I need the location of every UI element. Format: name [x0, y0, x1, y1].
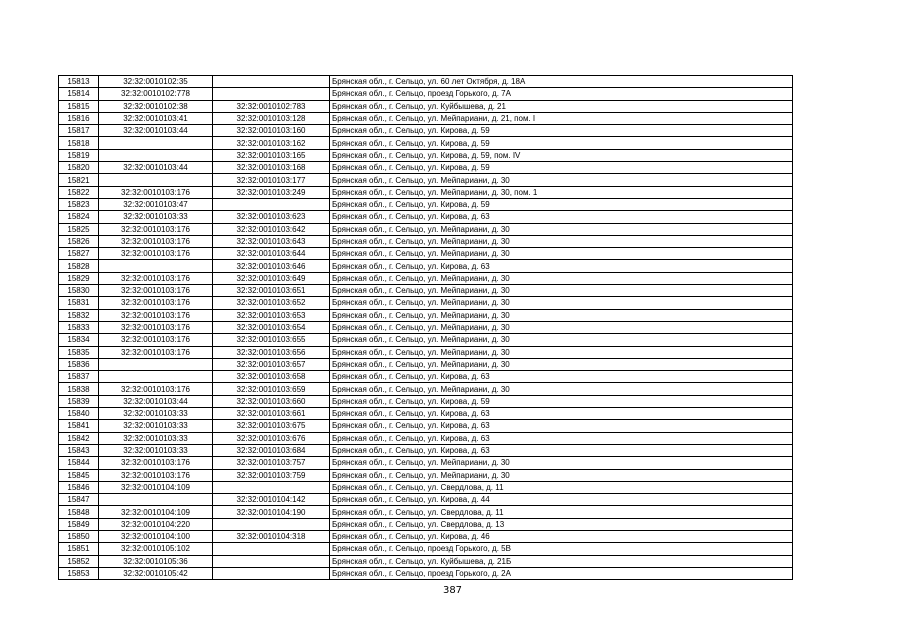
cadastral-number-cell [99, 371, 213, 383]
object-cadastral-number-cell [213, 555, 330, 567]
address-cell: Брянская обл., г. Сельцо, ул. Кирова, д. 59 [330, 125, 793, 137]
table-row [59, 420, 793, 432]
row-number-cell: 15817 [59, 125, 99, 137]
registry-table-body [59, 76, 793, 580]
row-number-cell: 15844 [59, 457, 99, 469]
address-cell: Брянская обл., г. Сельцо, проезд Горького, д. 2А [330, 567, 793, 579]
cadastral-number-cell: 32:32:0010104:109 [99, 506, 213, 518]
address-cell: Брянская обл., г. Сельцо, ул. Свердлова, д. 11 [330, 506, 793, 518]
table-row [59, 530, 793, 542]
table-row [59, 211, 793, 223]
row-number-cell: 15825 [59, 223, 99, 235]
row-number-cell: 15819 [59, 149, 99, 161]
cadastral-number-cell: 32:32:0010103:33 [99, 211, 213, 223]
cadastral-number-cell: 32:32:0010103:176 [99, 235, 213, 247]
address-cell: Брянская обл., г. Сельцо, ул. Кирова, д. 46 [330, 530, 793, 542]
row-number-cell: 15836 [59, 358, 99, 370]
object-cadastral-number-cell: 32:32:0010103:646 [213, 260, 330, 272]
address-cell: Брянская обл., г. Сельцо, ул. Кирова, д. 63 [330, 408, 793, 420]
object-cadastral-number-cell [213, 88, 330, 100]
cadastral-number-cell: 32:32:0010103:47 [99, 198, 213, 210]
address-cell: Брянская обл., г. Сельцо, ул. Мейпариани, д. 30 [330, 321, 793, 333]
row-number-cell: 15815 [59, 100, 99, 112]
cadastral-number-cell: 32:32:0010103:176 [99, 248, 213, 260]
cadastral-number-cell: 32:32:0010103:33 [99, 432, 213, 444]
table-row [59, 567, 793, 579]
object-cadastral-number-cell: 32:32:0010103:676 [213, 432, 330, 444]
cadastral-number-cell [99, 494, 213, 506]
address-cell: Брянская обл., г. Сельцо, ул. Мейпариани, д. 30 [330, 334, 793, 346]
object-cadastral-number-cell: 32:32:0010103:684 [213, 444, 330, 456]
page-number: 387 [442, 585, 463, 596]
address-cell: Брянская обл., г. Сельцо, ул. Мейпариани, д. 30 [330, 346, 793, 358]
object-cadastral-number-cell: 32:32:0010103:642 [213, 223, 330, 235]
cadastral-number-cell: 32:32:0010103:176 [99, 285, 213, 297]
address-cell: Брянская обл., г. Сельцо, ул. Кирова, д. 44 [330, 494, 793, 506]
table-row [59, 174, 793, 186]
row-number-cell: 15828 [59, 260, 99, 272]
address-cell: Брянская обл., г. Сельцо, ул. Кирова, д. 63 [330, 260, 793, 272]
table-row [59, 285, 793, 297]
object-cadastral-number-cell: 32:32:0010103:165 [213, 149, 330, 161]
cadastral-number-cell: 32:32:0010103:176 [99, 272, 213, 284]
cadastral-number-cell: 32:32:0010104:220 [99, 518, 213, 530]
row-number-cell: 15818 [59, 137, 99, 149]
table-row [59, 432, 793, 444]
table-row [59, 125, 793, 137]
address-cell: Брянская обл., г. Сельцо, ул. Кирова, д. 63 [330, 420, 793, 432]
row-number-cell: 15837 [59, 371, 99, 383]
cadastral-number-cell: 32:32:0010103:41 [99, 112, 213, 124]
address-cell: Брянская обл., г. Сельцо, ул. Мейпариани, д. 30 [330, 383, 793, 395]
table-row [59, 321, 793, 333]
table-row [59, 88, 793, 100]
address-cell: Брянская обл., г. Сельцо, ул. Мейпариани, д. 30 [330, 223, 793, 235]
row-number-cell: 15840 [59, 408, 99, 420]
object-cadastral-number-cell [213, 198, 330, 210]
address-cell: Брянская обл., г. Сельцо, ул. Свердлова, д. 13 [330, 518, 793, 530]
address-cell: Брянская обл., г. Сельцо, ул. Кирова, д. 59, пом. IV [330, 149, 793, 161]
row-number-cell: 15831 [59, 297, 99, 309]
row-number-cell: 15824 [59, 211, 99, 223]
table-row [59, 543, 793, 555]
row-number-cell: 15830 [59, 285, 99, 297]
object-cadastral-number-cell [213, 481, 330, 493]
row-number-cell: 15826 [59, 235, 99, 247]
object-cadastral-number-cell: 32:32:0010103:759 [213, 469, 330, 481]
cadastral-number-cell: 32:32:0010105:42 [99, 567, 213, 579]
cadastral-number-cell: 32:32:0010103:176 [99, 297, 213, 309]
address-cell: Брянская обл., г. Сельцо, проезд Горького, д. 7А [330, 88, 793, 100]
address-cell: Брянская обл., г. Сельцо, ул. Мейпариани, д. 30, пом. 1 [330, 186, 793, 198]
object-cadastral-number-cell: 32:32:0010103:660 [213, 395, 330, 407]
address-cell: Брянская обл., г. Сельцо, ул. Мейпариани, д. 30 [330, 235, 793, 247]
object-cadastral-number-cell: 32:32:0010103:654 [213, 321, 330, 333]
object-cadastral-number-cell: 32:32:0010104:318 [213, 530, 330, 542]
table-row [59, 518, 793, 530]
row-number-cell: 15847 [59, 494, 99, 506]
address-cell: Брянская обл., г. Сельцо, ул. Кирова, д. 63 [330, 371, 793, 383]
object-cadastral-number-cell: 32:32:0010103:623 [213, 211, 330, 223]
cadastral-number-cell: 32:32:0010102:38 [99, 100, 213, 112]
address-cell: Брянская обл., г. Сельцо, ул. Куйбышева, д. 21 [330, 100, 793, 112]
table-row [59, 457, 793, 469]
table-row [59, 198, 793, 210]
table-row [59, 223, 793, 235]
table-row [59, 186, 793, 198]
table-row [59, 371, 793, 383]
table-row [59, 297, 793, 309]
cadastral-number-cell: 32:32:0010103:44 [99, 162, 213, 174]
cadastral-number-cell: 32:32:0010105:36 [99, 555, 213, 567]
row-number-cell: 15829 [59, 272, 99, 284]
address-cell: Брянская обл., г. Сельцо, ул. Кирова, д. 59 [330, 162, 793, 174]
row-number-cell: 15841 [59, 420, 99, 432]
row-number-cell: 15832 [59, 309, 99, 321]
table-row [59, 235, 793, 247]
table-row [59, 309, 793, 321]
object-cadastral-number-cell [213, 567, 330, 579]
address-cell: Брянская обл., г. Сельцо, ул. Кирова, д. 59 [330, 198, 793, 210]
address-cell: Брянская обл., г. Сельцо, ул. Мейпариани, д. 30 [330, 309, 793, 321]
object-cadastral-number-cell: 32:32:0010104:190 [213, 506, 330, 518]
row-number-cell: 15852 [59, 555, 99, 567]
object-cadastral-number-cell: 32:32:0010103:657 [213, 358, 330, 370]
cadastral-number-cell: 32:32:0010103:176 [99, 457, 213, 469]
table-row [59, 137, 793, 149]
table-row [59, 395, 793, 407]
cadastral-number-cell [99, 149, 213, 161]
address-cell: Брянская обл., г. Сельцо, ул. Мейпариани, д. 30 [330, 469, 793, 481]
row-number-cell: 15849 [59, 518, 99, 530]
table-row [59, 481, 793, 493]
row-number-cell: 15822 [59, 186, 99, 198]
row-number-cell: 15853 [59, 567, 99, 579]
address-cell: Брянская обл., г. Сельцо, проезд Горького, д. 5В [330, 543, 793, 555]
row-number-cell: 15845 [59, 469, 99, 481]
row-number-cell: 15843 [59, 444, 99, 456]
address-cell: Брянская обл., г. Сельцо, ул. Мейпариани, д. 30 [330, 358, 793, 370]
object-cadastral-number-cell: 32:32:0010103:653 [213, 309, 330, 321]
row-number-cell: 15835 [59, 346, 99, 358]
object-cadastral-number-cell [213, 76, 330, 88]
object-cadastral-number-cell: 32:32:0010103:249 [213, 186, 330, 198]
object-cadastral-number-cell: 32:32:0010103:177 [213, 174, 330, 186]
object-cadastral-number-cell: 32:32:0010103:661 [213, 408, 330, 420]
cadastral-number-cell: 32:32:0010103:44 [99, 395, 213, 407]
cadastral-number-cell: 32:32:0010103:176 [99, 321, 213, 333]
row-number-cell: 15842 [59, 432, 99, 444]
cadastral-number-cell [99, 174, 213, 186]
table-row [59, 469, 793, 481]
table-row [59, 506, 793, 518]
cadastral-number-cell: 32:32:0010103:44 [99, 125, 213, 137]
cadastral-number-cell: 32:32:0010105:102 [99, 543, 213, 555]
cadastral-number-cell [99, 358, 213, 370]
object-cadastral-number-cell: 32:32:0010103:651 [213, 285, 330, 297]
cadastral-number-cell: 32:32:0010103:33 [99, 408, 213, 420]
table-row [59, 248, 793, 260]
row-number-cell: 15850 [59, 530, 99, 542]
address-cell: Брянская обл., г. Сельцо, ул. Свердлова, д. 11 [330, 481, 793, 493]
table-row [59, 334, 793, 346]
table-row [59, 112, 793, 124]
table-row [59, 408, 793, 420]
row-number-cell: 15851 [59, 543, 99, 555]
address-cell: Брянская обл., г. Сельцо, ул. Кирова, д. 59 [330, 137, 793, 149]
cadastral-number-cell: 32:32:0010103:176 [99, 186, 213, 198]
object-cadastral-number-cell [213, 518, 330, 530]
row-number-cell: 15816 [59, 112, 99, 124]
row-number-cell: 15827 [59, 248, 99, 260]
cadastral-number-cell: 32:32:0010103:176 [99, 223, 213, 235]
row-number-cell: 15848 [59, 506, 99, 518]
cadastral-number-cell [99, 137, 213, 149]
table-row [59, 383, 793, 395]
table-row [59, 260, 793, 272]
address-cell: Брянская обл., г. Сельцо, ул. Кирова, д. 59 [330, 395, 793, 407]
address-cell: Брянская обл., г. Сельцо, ул. Мейпариани, д. 30 [330, 285, 793, 297]
row-number-cell: 15833 [59, 321, 99, 333]
cadastral-number-cell: 32:32:0010103:176 [99, 334, 213, 346]
object-cadastral-number-cell: 32:32:0010103:658 [213, 371, 330, 383]
table-row [59, 494, 793, 506]
cadastral-number-cell: 32:32:0010104:109 [99, 481, 213, 493]
object-cadastral-number-cell: 32:32:0010103:128 [213, 112, 330, 124]
cadastral-number-cell: 32:32:0010102:778 [99, 88, 213, 100]
table-row [59, 555, 793, 567]
row-number-cell: 15834 [59, 334, 99, 346]
object-cadastral-number-cell: 32:32:0010103:675 [213, 420, 330, 432]
cadastral-number-cell: 32:32:0010103:176 [99, 309, 213, 321]
object-cadastral-number-cell: 32:32:0010103:652 [213, 297, 330, 309]
registry-table [58, 75, 793, 580]
table-row [59, 272, 793, 284]
object-cadastral-number-cell: 32:32:0010103:160 [213, 125, 330, 137]
object-cadastral-number-cell [213, 543, 330, 555]
row-number-cell: 15820 [59, 162, 99, 174]
cadastral-number-cell: 32:32:0010103:176 [99, 469, 213, 481]
object-cadastral-number-cell: 32:32:0010104:142 [213, 494, 330, 506]
row-number-cell: 15823 [59, 198, 99, 210]
address-cell: Брянская обл., г. Сельцо, ул. Мейпариани, д. 30 [330, 248, 793, 260]
table-row [59, 100, 793, 112]
row-number-cell: 15838 [59, 383, 99, 395]
object-cadastral-number-cell: 32:32:0010103:168 [213, 162, 330, 174]
cadastral-number-cell: 32:32:0010103:33 [99, 420, 213, 432]
object-cadastral-number-cell: 32:32:0010103:644 [213, 248, 330, 260]
address-cell: Брянская обл., г. Сельцо, ул. Куйбышева, д. 21Б [330, 555, 793, 567]
table-row [59, 358, 793, 370]
object-cadastral-number-cell: 32:32:0010103:655 [213, 334, 330, 346]
address-cell: Брянская обл., г. Сельцо, ул. 60 лет Октября, д. 18А [330, 76, 793, 88]
row-number-cell: 15846 [59, 481, 99, 493]
address-cell: Брянская обл., г. Сельцо, ул. Мейпариани, д. 30 [330, 272, 793, 284]
object-cadastral-number-cell: 32:32:0010103:659 [213, 383, 330, 395]
row-number-cell: 15814 [59, 88, 99, 100]
address-cell: Брянская обл., г. Сельцо, ул. Кирова, д. 63 [330, 432, 793, 444]
table-row [59, 149, 793, 161]
address-cell: Брянская обл., г. Сельцо, ул. Мейпариани, д. 30 [330, 297, 793, 309]
table-row [59, 162, 793, 174]
address-cell: Брянская обл., г. Сельцо, ул. Мейпариани, д. 30 [330, 174, 793, 186]
object-cadastral-number-cell: 32:32:0010102:783 [213, 100, 330, 112]
cadastral-number-cell: 32:32:0010103:176 [99, 346, 213, 358]
address-cell: Брянская обл., г. Сельцо, ул. Кирова, д. 63 [330, 211, 793, 223]
cadastral-number-cell: 32:32:0010104:100 [99, 530, 213, 542]
address-cell: Брянская обл., г. Сельцо, ул. Мейпариани, д. 30 [330, 457, 793, 469]
cadastral-number-cell [99, 260, 213, 272]
address-cell: Брянская обл., г. Сельцо, ул. Кирова, д. 63 [330, 444, 793, 456]
row-number-cell: 15813 [59, 76, 99, 88]
cadastral-number-cell: 32:32:0010102:35 [99, 76, 213, 88]
object-cadastral-number-cell: 32:32:0010103:656 [213, 346, 330, 358]
cadastral-number-cell: 32:32:0010103:176 [99, 383, 213, 395]
object-cadastral-number-cell: 32:32:0010103:757 [213, 457, 330, 469]
table-row [59, 346, 793, 358]
row-number-cell: 15839 [59, 395, 99, 407]
cadastral-number-cell: 32:32:0010103:33 [99, 444, 213, 456]
object-cadastral-number-cell: 32:32:0010103:649 [213, 272, 330, 284]
row-number-cell: 15821 [59, 174, 99, 186]
object-cadastral-number-cell: 32:32:0010103:643 [213, 235, 330, 247]
table-row [59, 76, 793, 88]
address-cell: Брянская обл., г. Сельцо, ул. Мейпариани, д. 21, пом. I [330, 112, 793, 124]
object-cadastral-number-cell: 32:32:0010103:162 [213, 137, 330, 149]
table-row [59, 444, 793, 456]
